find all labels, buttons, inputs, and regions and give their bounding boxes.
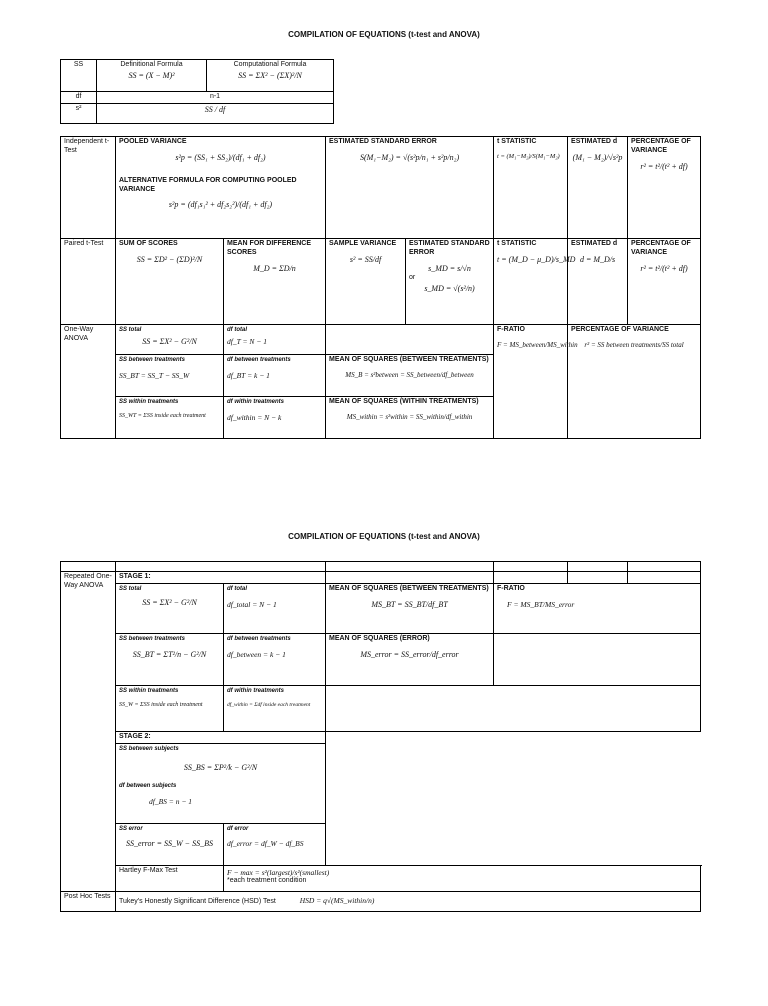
pct-header: PERCENTAGE OF VARIANCE: [631, 138, 691, 154]
tukey-label: Tukey's Honestly Significant Difference (HSD) Test: [119, 897, 276, 905]
repeated-row-label: Repeated One-Way ANOVA: [61, 572, 116, 892]
oneway-ms-between-header: MEAN OF SQUARES (BETWEEN TREATMENTS): [329, 356, 489, 363]
oneway-row-label: One-Way ANOVA: [61, 325, 116, 439]
repeated-top-cell-4: [568, 562, 628, 572]
paired-t-cell: [494, 239, 576, 325]
hartley-note: *each treatment condition: [227, 876, 307, 884]
stage2-blank: [326, 731, 701, 865]
paired-t-formula: t = (M_D − μ_D)/s_MD: [497, 254, 576, 264]
oneway-ss-between-cell: [116, 355, 224, 397]
repeated-top-cell-1: [116, 562, 326, 572]
oneway-ss-between-label: SS between treatments: [119, 357, 186, 363]
oneway-ss-within-cell: [116, 397, 224, 439]
rep-df-subjects-formula: df_BS = n − 1: [149, 796, 193, 806]
var-header: SAMPLE VARIANCE: [329, 240, 397, 247]
hartley-formula: F − max = s²(largest)/s²(smallest): [227, 867, 330, 877]
computational-label: Computational Formula: [233, 61, 307, 68]
oneway-df-total-formula: df_T = N − 1: [227, 336, 267, 346]
rep-ms-error-cell: [326, 633, 494, 685]
rep-subjects-cell: [116, 743, 326, 823]
definitional-formula: SS = (X − M)²: [128, 70, 175, 80]
rep-ss-subjects-label: SS between subjects: [119, 745, 179, 752]
oneway-ms-within-header: MEAN OF SQUARES (WITHIN TREATMENTS): [329, 398, 479, 405]
rep-df-total-label: df total: [227, 585, 247, 592]
paired-d-formula: d = M_D/s: [579, 254, 616, 264]
rep-ms-between-header: MEAN OF SQUARES (BETWEEN TREATMENTS): [329, 584, 489, 592]
se-formula: S(M₁−M₂) = √(s²p/n₁ + s²p/n₂): [359, 152, 460, 162]
rep-df-subjects-label: df between subjects: [119, 783, 177, 790]
oneway-pct-cell: [568, 325, 701, 439]
rep-df-error-cell: [224, 823, 326, 865]
stage1-label: STAGE 1:: [116, 572, 326, 584]
paired-d-header: ESTIMATED d: [571, 240, 618, 247]
paired-pct-formula: r² = t²/(t² + df): [640, 263, 688, 273]
d-formula: (M₁ − M₂)/√s²p: [572, 152, 623, 162]
paired-se-formula2: s_MD = √(s²/n): [424, 284, 475, 294]
paired-t-header: t STATISTIC: [497, 240, 537, 247]
independent-row-label: Independent t-Test: [61, 137, 116, 239]
pooled-header: POOLED VARIANCE: [119, 138, 187, 145]
hsd-formula: HSD = q√(MS_within/n): [299, 895, 375, 905]
paired-row-label: Paired t-Test: [61, 239, 116, 325]
rep-df-between-cell: [224, 633, 326, 685]
stage1-blank-4: [628, 572, 701, 584]
repeated-top-cell-5: [628, 562, 701, 572]
sample-variance-cell: [326, 239, 406, 325]
paired-se-cell: [406, 239, 494, 325]
paired-se-formula1: s_MD = s/√n: [428, 263, 471, 273]
sum-scores-cell: [116, 239, 224, 325]
oneway-ss-total-cell: [116, 325, 224, 355]
rep-df-within-label: df within treatments: [227, 687, 285, 694]
rep-ss-error-cell: [116, 823, 224, 865]
oneway-df-between-label: df between treatments: [227, 357, 291, 363]
repeated-top-label-cell: [61, 562, 116, 572]
rep-df-error-label: df error: [227, 825, 249, 832]
mean-formula: M_D = ΣD/n: [253, 263, 296, 273]
page-title-2: COMPILATION OF EQUATIONS (t-test and ANOVA): [288, 532, 480, 541]
df-value: n-1: [97, 92, 334, 104]
se-header: ESTIMATED STANDARD ERROR: [329, 138, 437, 145]
page-title: COMPILATION OF EQUATIONS (t-test and ANOVA): [288, 30, 480, 39]
oneway-ss-between-formula: SS_BT = SS_T − SS_W: [119, 370, 190, 380]
stage1-blank-2: [494, 572, 568, 584]
rep-ss-between-cell: [116, 633, 224, 685]
rep-df-total-formula: df_total = N − 1: [227, 599, 277, 609]
oneway-ss-total-formula: SS = ΣX² − G²/N: [142, 336, 197, 346]
pct-formula: r² = t²/(t² + df): [640, 161, 688, 171]
mean-diff-cell: [224, 239, 326, 325]
pooled-formula: s²p = (SS₁ + SS₂)/(df₁ + df₂): [175, 152, 266, 162]
stage1-blank-3: [568, 572, 628, 584]
oneway-f-header: F-RATIO: [497, 326, 525, 333]
rep-df-between-label: df between treatments: [227, 635, 291, 642]
repeated-top-cell-3: [494, 562, 568, 572]
oneway-ss-within-label: SS within treatments: [119, 399, 179, 405]
paired-pct-cell: [628, 239, 701, 325]
d-cell: [568, 137, 628, 239]
oneway-ms-between-formula: MS_B = s²between = SS_between/df_between: [345, 370, 474, 379]
rep-blank-right-2: [326, 685, 701, 731]
oneway-ms-between-cell: [326, 355, 494, 397]
computational-formula: SS = ΣX² − (ΣX)²/N: [238, 70, 302, 80]
posthoc-row-label: Post Hoc Tests: [61, 891, 116, 911]
rep-ss-subjects-formula: SS_BS = ΣP²/k − G²/N: [183, 763, 258, 773]
paired-d-cell: [568, 239, 628, 325]
oneway-ss-total-label: SS total: [119, 327, 142, 333]
pct-cell: [628, 137, 701, 239]
main-equations-table: [60, 136, 701, 439]
ss-formula-table: [60, 59, 334, 124]
oneway-df-between-formula: df_BT = k − 1: [227, 370, 270, 380]
or-label: or: [409, 273, 416, 281]
s2-value-cell: [97, 103, 334, 123]
computational-cell: [207, 60, 334, 92]
rep-df-total-cell: [224, 583, 326, 633]
paired-se-header: ESTIMATED STANDARD ERROR: [409, 240, 490, 256]
repeated-anova-table: [60, 561, 701, 912]
oneway-blank-cell: [326, 325, 494, 355]
d-header: ESTIMATED d: [571, 138, 618, 145]
hartley-cell: [224, 865, 701, 891]
oneway-df-within-label: df within treatments: [227, 399, 285, 405]
oneway-ms-within-formula: MS_within = s²within = SS_within/df_within: [346, 412, 473, 421]
t-header: t STATISTIC: [497, 138, 537, 145]
t-formula: t = (M₁−M₂)/S(M₁−M₂): [497, 152, 560, 160]
oneway-df-between-cell: [224, 355, 326, 397]
rep-f-header: F-RATIO: [497, 584, 525, 592]
rep-df-between-formula: df_between = k − 1: [227, 649, 286, 659]
rep-blank-right-1: [494, 633, 701, 685]
df-label: df: [61, 92, 97, 104]
rep-df-error-formula: df_error = df_W − df_BS: [227, 839, 304, 849]
rep-ss-total-formula: SS = ΣX² − G²/N: [142, 597, 197, 607]
rep-ms-error-formula: MS_error = SS_error/df_error: [360, 649, 459, 659]
paired-pct-header: PERCENTAGE OF VARIANCE: [631, 240, 691, 256]
s2-label: s²: [61, 103, 97, 123]
oneway-ms-within-cell: [326, 397, 494, 439]
rep-ms-between-formula: MS_BT = SS_BT/df_BT: [371, 599, 448, 609]
rep-ss-within-cell: [116, 685, 224, 731]
ss-label: SS: [61, 60, 97, 92]
oneway-df-total-label: df total: [227, 327, 247, 333]
sum-header: SUM OF SCORES: [119, 240, 178, 247]
pooled-variance-cell: [116, 137, 326, 239]
definitional-label: Definitional Formula: [120, 61, 183, 68]
s2-value: SS / df: [204, 104, 226, 114]
rep-ms-error-header: MEAN OF SQUARES (ERROR): [329, 634, 430, 642]
rep-ss-within-label: SS within treatments: [119, 687, 179, 694]
repeated-top-cell-2: [326, 562, 494, 572]
var-formula: s² = SS/df: [349, 254, 382, 264]
oneway-pct-formula: r² = SS between treatments/SS total: [584, 340, 684, 349]
rep-ss-total-label: SS total: [119, 585, 142, 592]
se-cell: [326, 137, 494, 239]
oneway-f-formula: F = MS_between/MS_within: [497, 340, 578, 349]
rep-df-within-cell: [224, 685, 326, 731]
oneway-df-within-formula: df_within = N − k: [227, 412, 282, 422]
stage2-label: STAGE 2:: [116, 731, 326, 743]
alt-formula: s²p = (df₁s₁² + df₂s₂²)/(df₁ + df₂): [168, 200, 273, 210]
rep-ss-between-label: SS between treatments: [119, 635, 186, 642]
oneway-df-within-cell: [224, 397, 326, 439]
rep-ss-between-formula: SS_BT = ΣT²/n − G²/N: [132, 649, 207, 659]
oneway-ss-within-formula: SS_WT = ΣSS inside each treatment: [119, 412, 206, 419]
oneway-f-cell: [494, 325, 578, 439]
rep-ss-total-cell: [116, 583, 224, 633]
t-stat-cell: [494, 137, 568, 239]
rep-ss-error-label: SS error: [119, 825, 143, 832]
rep-ms-between-cell: [326, 583, 494, 633]
hartley-row-label: Hartley F-Max Test: [116, 865, 224, 891]
rep-f-formula: F = MS_BT/MS_error: [507, 599, 575, 609]
posthoc-cell: [116, 891, 701, 911]
alt-header: ALTERNATIVE FORMULA FOR COMPUTING POOLED VARIANCE: [119, 176, 297, 193]
stage1-blank-1: [326, 572, 494, 584]
rep-ss-within-formula: SS_W = ΣSS inside each treatment: [119, 701, 203, 708]
oneway-pct-header: PERCENTAGE OF VARIANCE: [571, 326, 669, 333]
sum-formula: SS = ΣD² − (ΣD)²/N: [136, 254, 203, 264]
rep-f-cell: [494, 583, 701, 633]
rep-df-within-formula: df_within = Σdf inside each treatment: [227, 701, 311, 708]
rep-ss-error-formula: SS_error = SS_W − SS_BS: [126, 839, 213, 849]
definitional-cell: [97, 60, 207, 92]
mean-header: MEAN FOR DIFFERENCE SCORES: [227, 240, 311, 256]
oneway-df-total-cell: [224, 325, 326, 355]
